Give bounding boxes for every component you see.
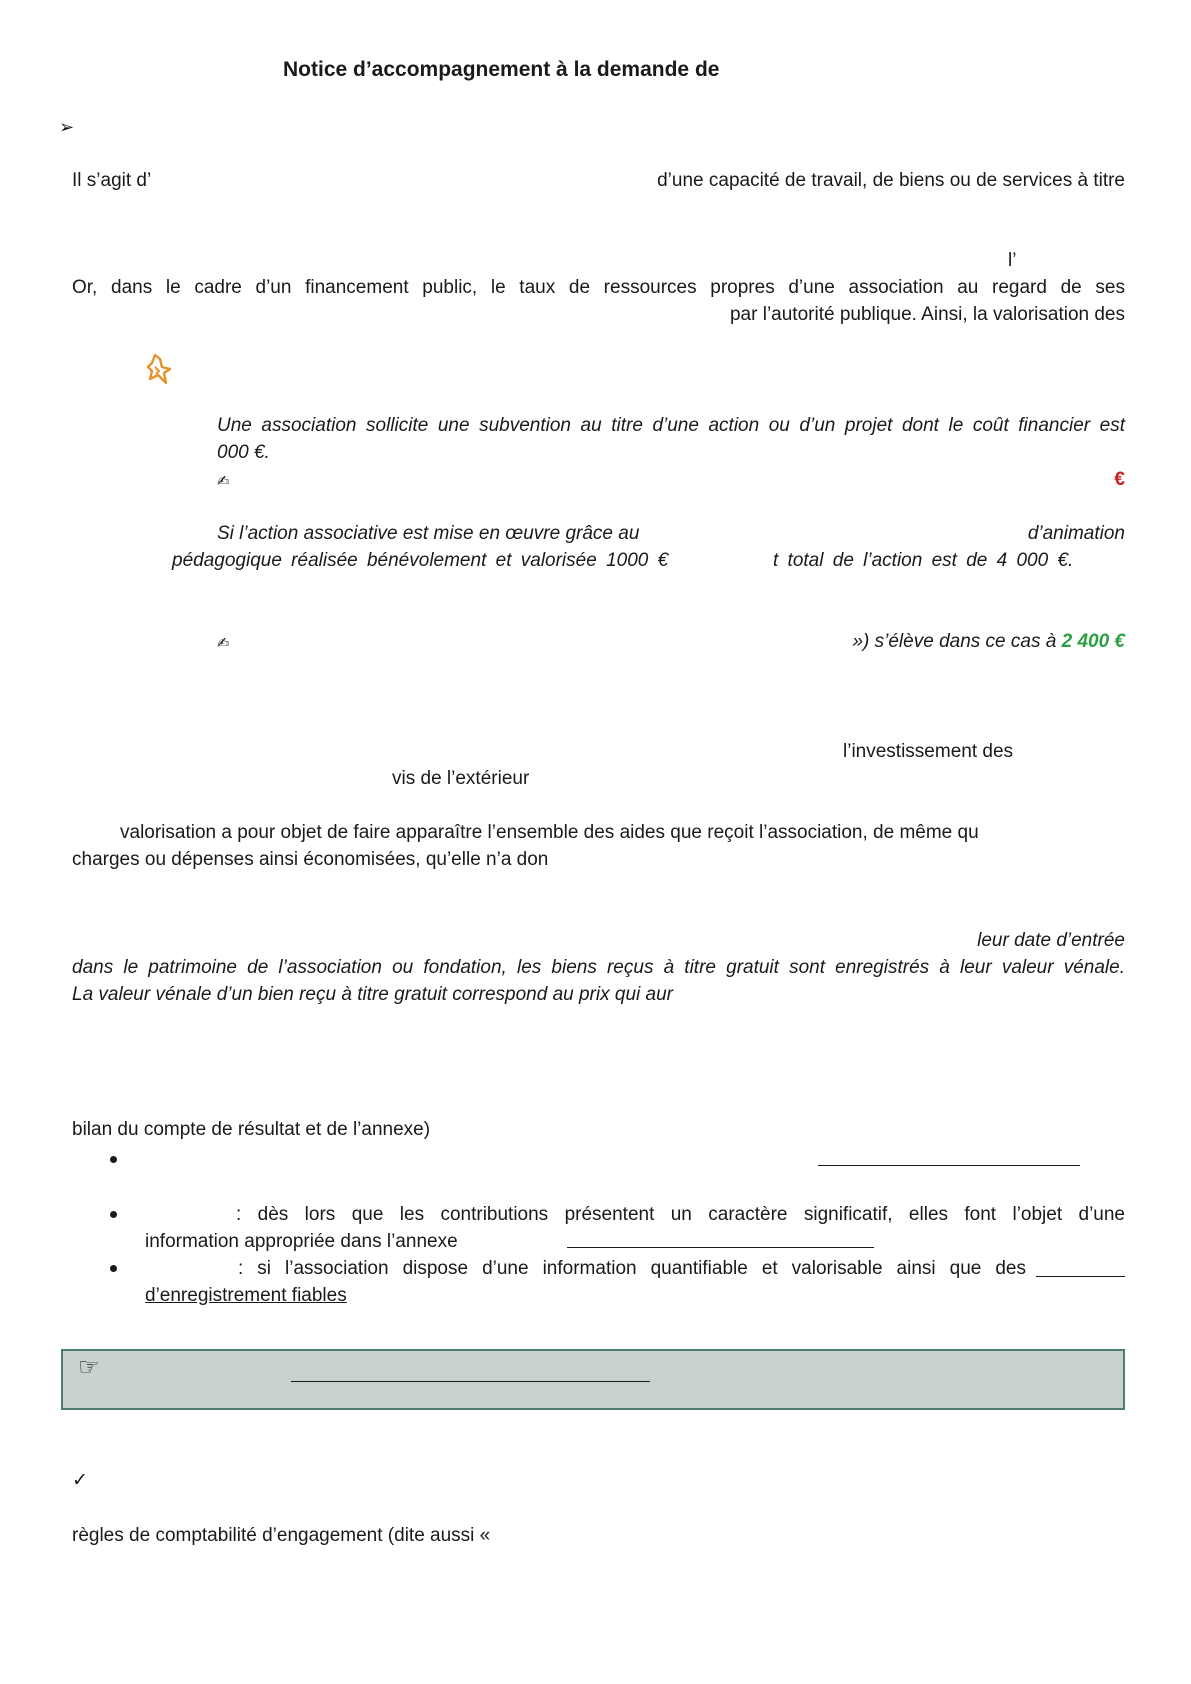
underline-blank-1 — [818, 1165, 1080, 1166]
p2-line1: Or, dans le cadre d’un financement public, le taux de ressources propres d’une association au regard de ses — [72, 277, 1125, 298]
p1-right-text: d’une capacité de travail, de biens ou de services à titre — [657, 170, 1125, 191]
example-line5-text: ») s’élève dans ce cas à — [852, 631, 1057, 652]
example-line1: Une association sollicite une subvention au titre d’une action ou d’un projet dont le coût financier est — [217, 415, 1125, 436]
underline-blank-3 — [1036, 1276, 1125, 1277]
note-box — [61, 1349, 1125, 1410]
page-title: Notice d’accompagnement à la demande de — [283, 58, 720, 81]
p5-line3: La valeur vénale d’un bien reçu à titre gratuit correspond au prix qui aur — [72, 984, 673, 1005]
example-line3-right: d’animation — [1027, 523, 1125, 544]
bullet-2 — [110, 1211, 117, 1218]
check-icon: ✓ — [72, 1469, 88, 1491]
bullet3-line2: d’enregistrement fiables — [145, 1285, 347, 1306]
last-line: règles de comptabilité d’engagement (dite aussi « — [72, 1525, 491, 1546]
p5-line2: dans le patrimoine de l’association ou fondation, les biens reçus à titre gratuit sont enregistrés à leur valeur vénale. — [72, 957, 1125, 978]
pointing-hand-icon: ☞ — [78, 1353, 100, 1381]
euro-mark: € — [1114, 469, 1125, 490]
bullet-1 — [110, 1156, 117, 1163]
example-result-value: 2 400 € — [1061, 631, 1125, 652]
p3-line2: vis de l’extérieur — [392, 768, 530, 789]
note-underline — [291, 1381, 650, 1382]
bullet2-line2: information appropriée dans l’annexe — [145, 1231, 458, 1252]
underline-blank-2 — [567, 1247, 874, 1248]
bullet-3 — [110, 1265, 117, 1272]
writing-hand-icon-2: ✍ — [217, 634, 230, 652]
bullet2-line1: : dès lors que les contributions présentent un caractère significatif, elles font l’objet d’une — [236, 1204, 1125, 1225]
example-line4-right: t total de l’action est de 4 000 €. — [773, 550, 1074, 571]
example-line3-left: Si l’action associative est mise en œuvre grâce au — [217, 523, 640, 544]
example-line4-left: pédagogique réalisée bénévolement et valorisée 1000 € — [172, 550, 669, 571]
p6-line1: bilan du compte de résultat et de l’annexe) — [72, 1119, 431, 1140]
example-line2: 000 €. — [217, 442, 270, 463]
flame-hand-icon — [146, 353, 172, 393]
writing-hand-icon: ✍ — [217, 472, 230, 490]
arrow-bullet-icon: ➢ — [59, 117, 75, 138]
p4-line1: valorisation a pour objet de faire apparaître l’ensemble des aides que reçoit l’association, de même qu — [120, 822, 979, 843]
p5-line1: leur date d’entrée — [977, 930, 1125, 951]
bullet3-line1: : si l’association dispose d’une information quantifiable et valorisable ainsi que des — [238, 1258, 1026, 1279]
p4-line2: charges ou dépenses ainsi économisées, qu’elle n’a don — [72, 849, 549, 870]
p2-fragment: l’ — [1008, 250, 1017, 271]
p1-left-text: Il s’agit d’ — [72, 170, 152, 191]
p3-line1: l’investissement des — [843, 741, 1014, 762]
p2-line2: par l’autorité publique. Ainsi, la valorisation des — [729, 304, 1125, 325]
